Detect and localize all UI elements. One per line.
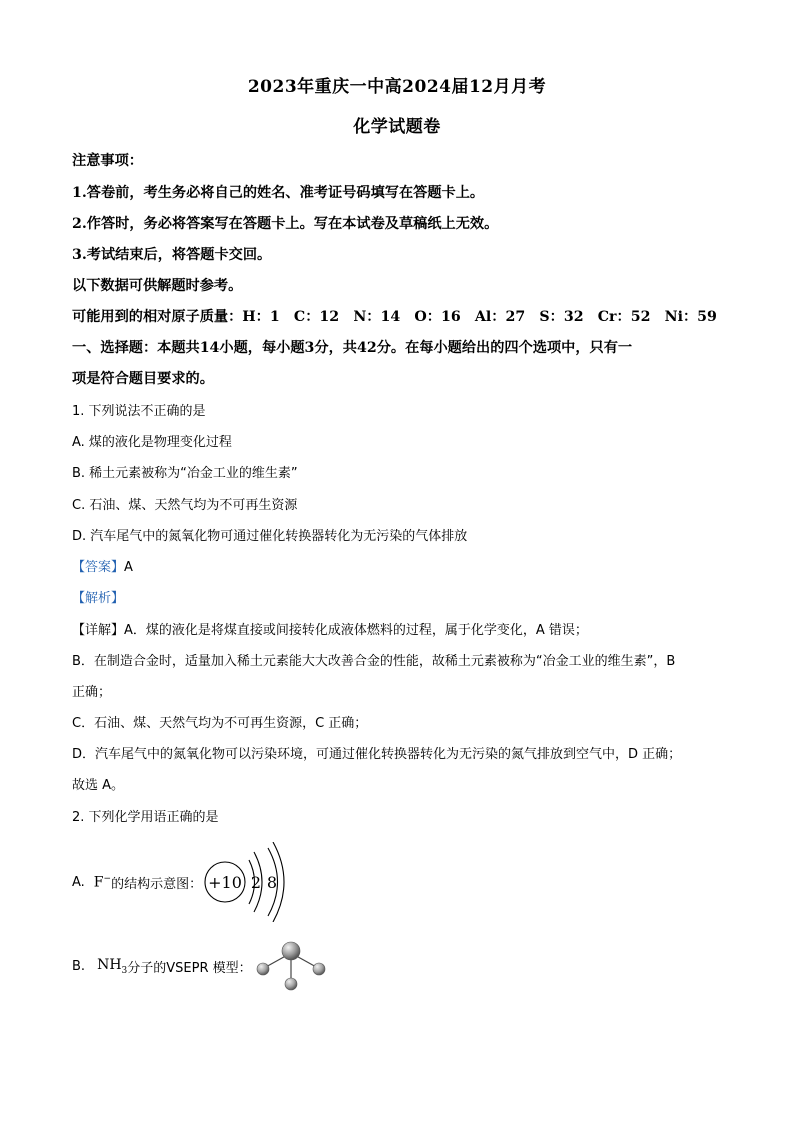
q1-option-b: B. 稀土元素被称为“冶金工业的维生素” (72, 466, 298, 481)
detail-text-a: A．煤的液化是将煤直接或间接转化成液体燃料的过程，属于化学变化，A 错误； (124, 623, 588, 638)
notice-item-3: 3.考试结束后，将答题卡交回。 (72, 247, 272, 263)
q2-option-b-desc: 分子的VSEPR 模型： (127, 960, 252, 976)
exam-title: 2023年重庆一中高2024届12月月考 (247, 77, 547, 97)
q1-detail-line-2: B．在制造合金时，适量加入稀土元素能大大改善合金的性能，故稀土元素被称为“冶金工业的维生素”，B (72, 654, 676, 669)
q2-option-b (72, 938, 332, 994)
q2-option-a-letter: A. (72, 874, 85, 890)
shell-2-electrons: 8 (266, 873, 278, 892)
q1-detail-line-1 (72, 619, 588, 638)
exam-subtitle: 化学试题卷 (353, 117, 441, 137)
q1-stem: 1. 下列说法不正确的是 (72, 404, 206, 419)
outer-atom-right (313, 963, 325, 975)
q2-option-a-desc: 的结构示意图： (111, 876, 203, 892)
outer-atom-bottom (285, 978, 297, 990)
q1-detail-line-6: 故选 A。 (72, 778, 125, 793)
shell-1-electrons: 2 (250, 873, 262, 892)
section-heading-line-1: 一、选择题：本题共14小题，每小题3分，共42分。在每小题给出的四个选项中，只有一 (72, 340, 633, 356)
notice-item-2: 2.作答时，务必将答案写在答题卡上。写在本试卷及草稿纸上无效。 (72, 216, 499, 232)
q1-detail-line-4: C．石油、煤、天然气均为不可再生资源，C 正确； (72, 716, 368, 731)
answer-value: A (124, 560, 133, 575)
vsepr-model-diagram (252, 938, 332, 994)
detail-tag: 【详解】 (72, 623, 125, 638)
q1-option-c: C. 石油、煤、天然气均为不可再生资源 (72, 498, 298, 513)
q1-option-d: D. 汽车尾气中的氮氧化物可通过催化转换器转化为无污染的气体排放 (72, 529, 468, 544)
q1-answer-line (72, 556, 133, 575)
q2-option-a (72, 842, 292, 922)
central-atom (282, 942, 300, 960)
answer-tag: 【答案】 (72, 560, 125, 575)
outer-atom-left (257, 963, 269, 975)
q1-detail-line-5: D．汽车尾气中的氮氧化物可以污染环境，可通过催化转换器转化为无污染的氮气排放到空气中，D 正确； (72, 747, 682, 762)
q1-detail-line-3: 正确； (72, 685, 112, 700)
nucleus-charge: +10 (208, 873, 242, 892)
q2-stem: 2. 下列化学用语正确的是 (72, 810, 219, 825)
atomic-structure-diagram (202, 842, 292, 922)
ammonia-formula: $NH_3$ (97, 956, 128, 976)
data-note: 以下数据可供解题时参考。 (72, 278, 243, 294)
analysis-tag: 【解析】 (72, 591, 125, 606)
notice-item-1: 1.答卷前，考生务必将自己的姓名、准考证号码填写在答题卡上。 (72, 185, 485, 201)
atomic-masses: 可能用到的相对原子质量：H：1 C：12 N：14 O：16 Al：27 S：32 Cr：52 Ni：59 (72, 309, 717, 325)
q2-option-b-letter: B. (72, 958, 86, 974)
section-heading-line-2: 项是符合题目要求的。 (72, 371, 214, 387)
q1-option-a: A. 煤的液化是物理变化过程 (72, 435, 232, 450)
notice-heading: 注意事项： (72, 153, 143, 169)
fluoride-ion-formula: F− (93, 873, 112, 891)
